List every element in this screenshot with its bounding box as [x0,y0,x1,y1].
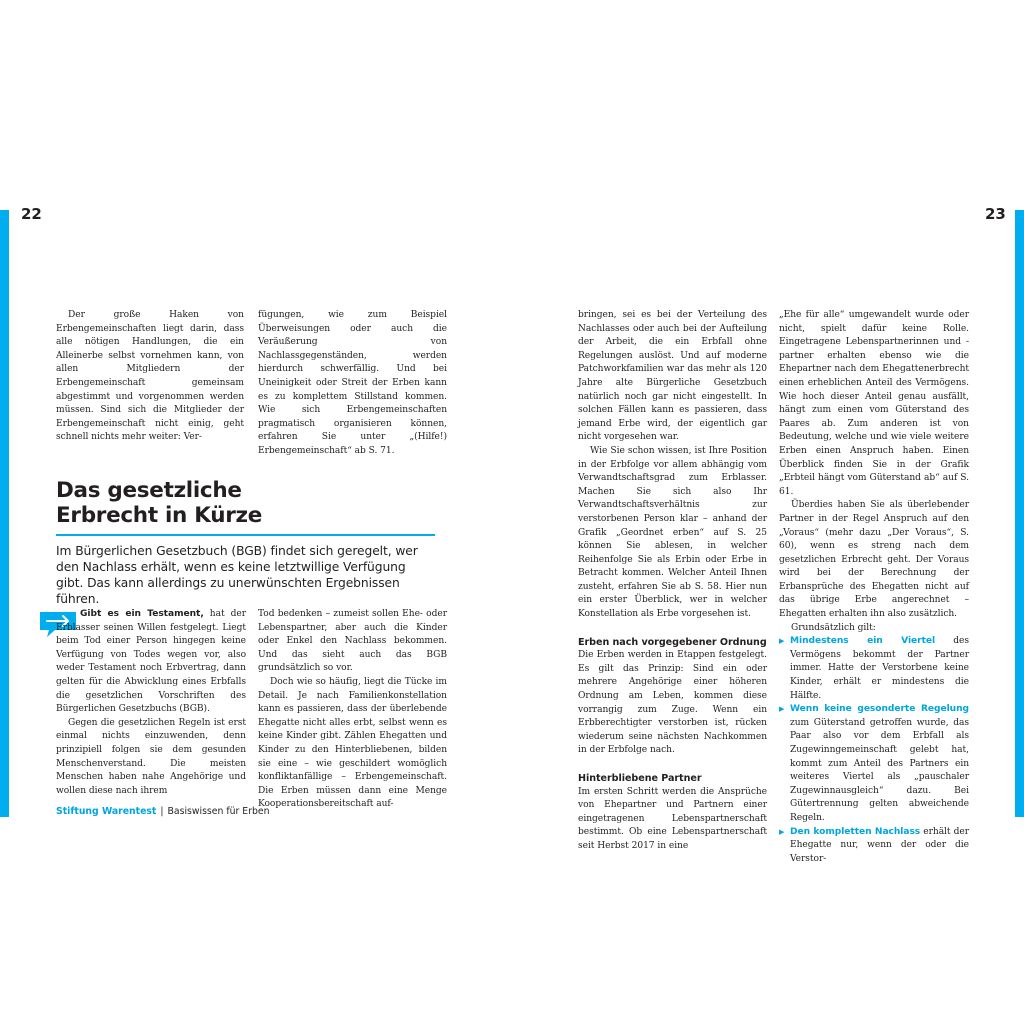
left-top-column-1 [56,309,244,445]
paragraph: Wie Sie schon wissen, ist Ihre Position in der Erbfolge vor allem abhängig vom Verwandtschaftsgrad zum Erblasser. Machen Sie sich also Ihr Verwandtschaftsverhältnis zur verstorbenen Person klar – anhand der Grafik „Geordnet erben“ auf S. 25 können Sie ablesen, in welcher Reihenfolge Sie als Erbin oder Erbe in Betracht kommen. Welcher Anteil Ihnen zusteht, erfahren Sie ab S. 58. Hier nun ein erster Überblick, wer in welcher Konstellation als Erbe vorgesehen ist. [578,445,767,620]
subheading: Hinterbliebene Partner [578,773,702,784]
heading-line-1: Das gesetzliche [56,478,242,503]
list-item-text: erhält der Ehegatte nur, wenn der oder die Verstor- [790,826,969,864]
heading-rule [56,534,435,536]
paragraph: Tod bedenken – zumeist sollen Ehe- oder Lebenspartner, aber auch die Kinder oder Enkel den Nachlass bekommen. Und das sieht auch das BGB grundsätzlich so vor. [258,609,447,674]
triangle-right-icon: ▶ [779,827,785,836]
list-item-bold: Den kompletten Nachlass [790,826,921,837]
list-item-text: zum Güterstand getroffen wurde, das Paar also vor dem Erbfall als Zugewinngemeinschaft gelebt hat, kommt zum Anteil des Partners ein weiteres Viertel als „pauschaler Zugewinnausgleich“ dazu. Bei Gütertrennung gelten abweichende Regeln. [790,717,969,823]
right-column-1 [578,309,767,854]
paragraph: bringen, sei es bei der Verteilung des Nachlasses oder auch bei der Aufteilung der Arbeit, die ein Erbfall ohne Regelungen auslöst. Und auf moderne Patchworkfamilien war das mehr als 120 Jahre alte Bürgerliche Gesetzbuch natürlich noch gar nicht eingestellt. In solchen Fällen kann es passieren, dass jemand Erbe wird, der eigentlich gar nicht vorgesehen war. [578,310,767,443]
bold-lead-in: Gibt es ein Testament, [80,609,204,619]
paragraph: Der große Haken von Erbengemeinschaften liegt darin, dass alle nötigen Handlungen, die ein Alleinerbe selbst vornehmen kann, von allen Mitgliedern der Erbengemeinschaft gemeinsam abgestimmt und vorgenommen werden müssen. Sind sich die Mitglieder der Erbengemeinschaft nicht einig, geht schnell nichts mehr weiter: Ver- [56,310,244,443]
paragraph: „Ehe für alle“ umgewandelt wurde oder nicht, spielt dafür keine Rolle. Eingetragene Lebenspartnerinnen und -partner erhalten ebenso wie die Ehepartner nach dem Ehegattenerbrecht einen erheblichen Anteil des Vermögens. Wie hoch dieser Anteil genau ausfällt, hängt zum einen vom Güterstand des Paares ab. Zum anderen ist von Bedeutung, welche und wie viele weitere Erben einen Anspruch haben. Einen Überblick finden Sie in der Grafik „Erbteil hängt vom Güterstand ab“ auf S. 61. [779,310,969,497]
list-item-text: des Vermögens bekommt der Partner immer. Hatte der Verstorbene keine Kinder, erhält er mindestens die Hälfte. [790,636,969,701]
left-top-column-2 [258,309,447,459]
footer-title: Basiswissen für Erben [167,806,270,817]
list-item [779,826,969,867]
page-edge-left [0,210,9,817]
subheading: Erben nach vorgegebener Ordnung [578,636,767,648]
left-body-column-1 [56,608,246,798]
page-number-left: 22 [21,205,42,223]
paragraph: Gegen die gesetzlichen Regeln ist erst einmal nichts einzuwenden, denn prinzipiell folgen sie dem gesunden Menschenverstand. Die meisten Menschen haben nahe Angehörige und wollen diese nach ihrem [56,717,246,796]
heading-line-2: Erbrecht in Kürze [56,503,263,528]
page-edge-right [1015,210,1024,817]
paragraph: Doch wie so häufig, liegt die Tücke im Detail. Je nach Familienkonstellation kann es passieren, dass der überlebende Ehegatte nicht alles erbt, selbst wenn es keine Kinder gibt. Zählen Ehegatten und Kinder zu den Hinterbliebenen, bilden sie eine – wie geschildert womöglich konfliktanfällige – Erbengemeinschaft. Die Erben müssen dann eine Menge Kooperationsbereitschaft auf- [258,676,447,810]
paragraph: Die Erben werden in Etappen festgelegt. Es gilt das Prinzip: Sind ein oder mehrere Angehörige einer höheren Ordnung am Leben, kommen diese vorrangig zum Zuge. Wenn ein Erbberechtigter verstorben ist, rücken wiederum seine nächsten Nachkommen in der Erbfolge nach. [578,650,767,756]
paragraph-text: hat der Erblasser seinen Willen festgelegt. Liegt beim Tod einer Person hingegen keine Verfügung von Todes wegen vor, also weder Testament noch Erbvertrag, dann gelten für die Abwicklung eines Erbfalls die gesetzlichen Vorschriften des Bürgerlichen Gesetzbuchs (BGB). [56,609,246,715]
page-number-right: 23 [985,205,1006,223]
lead-paragraph: Im Bürgerlichen Gesetzbuch (BGB) findet sich geregelt, wer den Nachlass erhält, wenn es keine letztwillige Verfügung gibt. Das kann allerdings zu unerwünschten Ergebnissen führen. [56,544,418,606]
triangle-right-icon: ▶ [779,637,785,646]
paragraph: Grundsätzlich gilt: [791,622,876,633]
list-item-bold: Mindestens ein Viertel [790,636,936,647]
footer-brand: Stiftung Warentest [56,806,157,817]
list-item [779,703,969,825]
left-body-column-2 [258,608,447,812]
paragraph: fügungen, wie zum Beispiel Überweisungen oder auch die Veräußerung von Nachlassgegenständen, werden hierdurch schwerfällig. Und bei Uneinigkeit oder Streit der Erben kann es zu komplettem Stillstand kommen. Wie sich Erbengemeinschaften pragmatisch organisieren können, erfahren Sie unter „(Hilfe!) Erbengemeinschaft“ ab S. 71. [258,310,447,456]
list-item [779,635,969,703]
section-heading [56,478,436,528]
right-column-2 [779,309,969,866]
list-item-bold: Wenn keine gesonderte Regelung [790,704,969,715]
footer-separator: | [160,806,164,817]
footer [56,806,269,817]
paragraph: Überdies haben Sie als überlebender Partner in der Regel Anspruch auf den „Voraus“ (mehr dazu „Der Voraus“, S. 60), wenn es streng nach dem gesetzlichen Erbrecht geht. Der Voraus wird bei der Berechnung der Erbansprüche des Ehegatten nicht auf das übrige Erbe angerechnet – Ehegatten erhalten ihn also zusätzlich. [779,500,969,620]
paragraph [56,608,246,717]
triangle-right-icon: ▶ [779,705,785,714]
paragraph: Im ersten Schritt werden die Ansprüche von Ehepartner und Partnern einer eingetragenen Lebenspartnerschaft bestimmt. Ob eine Lebenspartnerschaft seit Herbst 2017 in eine [578,786,767,851]
